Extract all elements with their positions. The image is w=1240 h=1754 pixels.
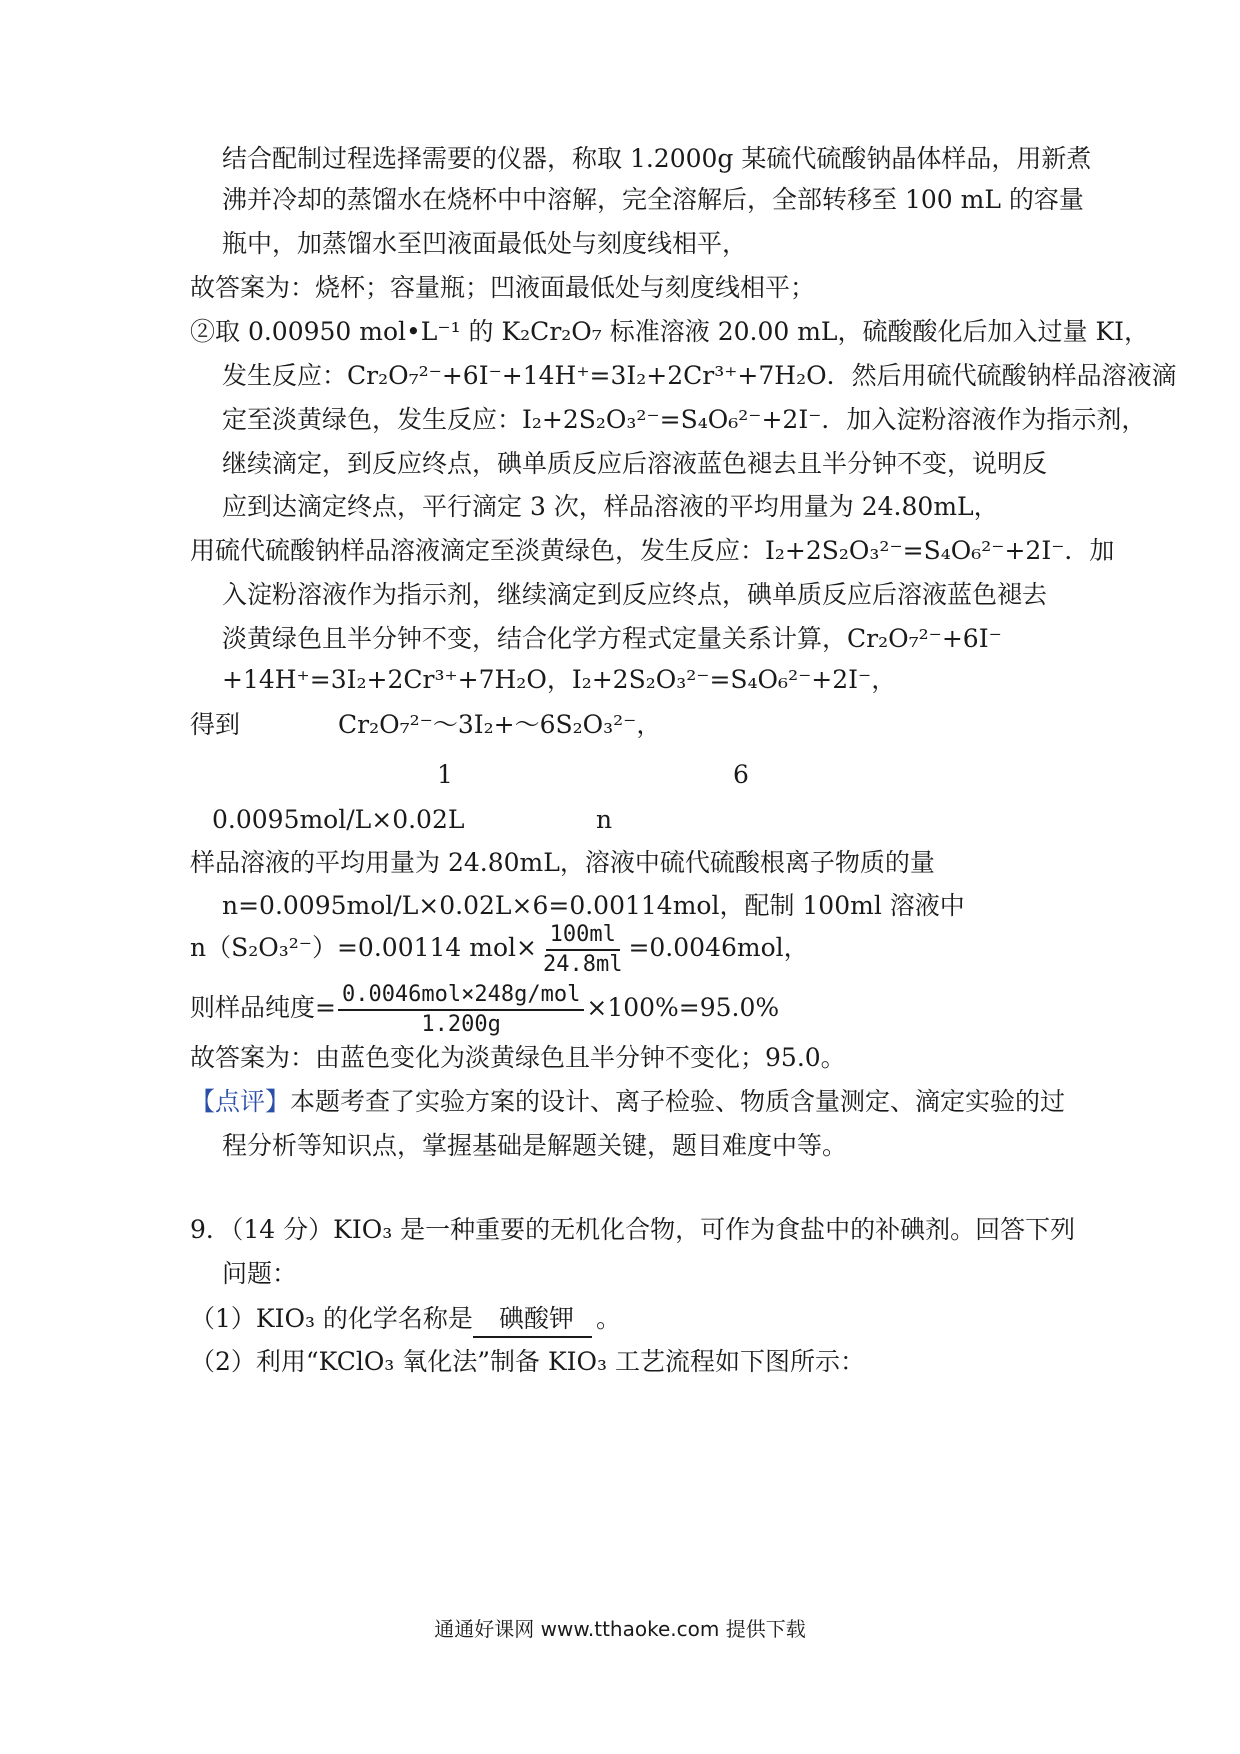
ratio-coefficient: 6 [733,760,749,789]
text-line: 继续滴定，到反应终点，碘单质反应后溶液蓝色褪去且半分钟不变，说明反 [222,449,1048,478]
text-line: ②取 0.00950 mol•L⁻¹ 的 K₂Cr₂O₇ 标准溶液 20.00 mL，硫酸酸化后加入过量 KI， [190,317,1150,346]
fraction [338,981,584,1039]
fraction-numerator: 0.0046mol×248g/mol [338,981,584,1011]
text-line: 发生反应：Cr₂O₇²⁻+6I⁻+14H⁺=3I₂+2Cr³⁺+7H₂O．然后用硫代硫酸钠样品溶液滴 [222,361,1177,390]
comment-line [190,1085,1065,1119]
ratio-label: 得到 [190,710,241,739]
comment-line: 程分析等知识点，掌握基础是解题关键，题目难度中等。 [222,1131,848,1160]
fraction [539,921,626,979]
question-punct: 。 [595,1304,621,1333]
equation-suffix: ×100%=95.0% [586,993,780,1022]
answer-line: 故答案为：由蓝色变化为淡黄绿色且半分钟不变化；95.0。 [190,1043,846,1072]
comment-text: 本题考查了实验方案的设计、离子检验、物质含量测定、滴定实验的过 [290,1087,1066,1116]
text-line: 瓶中，加蒸馏水至凹液面最低处与刻度线相平， [222,229,748,258]
text-line: 结合配制过程选择需要的仪器，称取 1.2000g 某硫代硫酸钠晶体样品，用新煮 [222,144,1092,173]
ratio-amount: 0.0095mol/L×0.02L [212,805,465,834]
purity-equation [190,980,779,1039]
equation-prefix: n（S₂O₃²⁻）=0.00114 mol× [190,933,537,962]
page-footer: 通通好课网 www.tthaoke.com 提供下载 [434,1617,806,1641]
text-line: 问题： [222,1259,298,1288]
equation-line: +14H⁺=3I₂+2Cr³⁺+7H₂O，I₂+2S₂O₃²⁻=S₄O₆²⁻+2I⁻， [222,665,897,694]
question-text: （1）KIO₃ 的化学名称是 [190,1304,473,1333]
question-part [190,1302,621,1338]
ratio-coefficient: 1 [437,760,453,789]
text-line: 淡黄绿色且半分钟不变，结合化学方程式定量关系计算，Cr₂O₇²⁻+6I⁻ [222,624,1002,653]
fraction-numerator: 100ml [546,921,620,951]
fraction-denominator: 24.8ml [542,951,623,977]
text-line: 应到达滴定终点，平行滴定 3 次，样品溶液的平均用量为 24.80mL， [222,492,999,521]
answer-line: 故答案为：烧杯；容量瓶；凹液面最低处与刻度线相平； [190,273,816,302]
question-title: 9．（14 分）KIO₃ 是一种重要的无机化合物，可作为食盐中的补碘剂。回答下列 [190,1215,1076,1244]
answer-blank: 碘酸钾 [473,1302,592,1338]
question-part: （2）利用“KClO₃ 氧化法”制备 KIO₃ 工艺流程如下图所示： [190,1347,866,1376]
fraction-equation [190,920,809,979]
equation-prefix: 则样品纯度= [190,993,336,1022]
ratio-equation: Cr₂O₇²⁻～3I₂+～6S₂O₃²⁻， [338,710,662,739]
text-line: 定至淡黄绿色，发生反应：I₂+2S₂O₃²⁻=S₄O₆²⁻+2I⁻．加入淀粉溶液作为指示剂， [222,405,1147,434]
text-line: 用硫代硫酸钠样品溶液滴定至淡黄绿色，发生反应：I₂+2S₂O₃²⁻=S₄O₆²⁻+2I⁻．加 [190,536,1115,565]
text-line: 入淀粉溶液作为指示剂，继续滴定到反应终点，碘单质反应后溶液蓝色褪去 [222,580,1048,609]
fraction-denominator: 1.200g [421,1011,501,1037]
comment-tag: 【点评】 [190,1087,291,1116]
text-line: 沸并冷却的蒸馏水在烧杯中中溶解，完全溶解后，全部转移至 100 mL 的容量 [222,185,1084,214]
text-line: 样品溶液的平均用量为 24.80mL，溶液中硫代硫酸根离子物质的量 [190,848,935,877]
text-line: n=0.0095mol/L×0.02L×6=0.00114mol，配制 100ml 溶液中 [222,891,965,920]
equation-suffix: =0.0046mol， [628,933,809,962]
ratio-unknown: n [596,805,613,834]
